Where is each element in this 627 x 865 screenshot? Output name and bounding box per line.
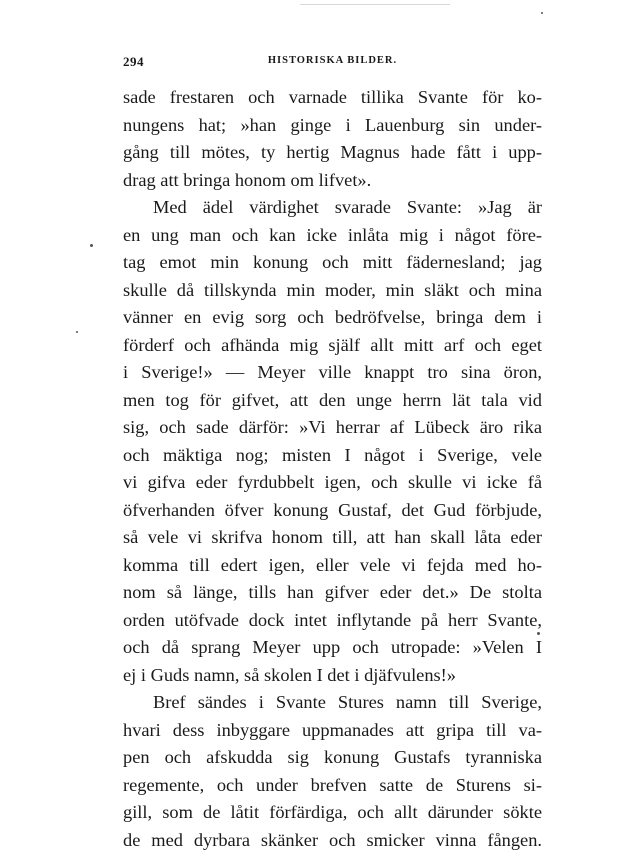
top-edge-mark (300, 0, 450, 5)
text-line: vänner en evig sorg och bedröfvelse, bringa dem i (123, 307, 542, 327)
text-line: tag emot min konung och mitt fädernesland; jag (123, 252, 542, 272)
text-line: pen och afskudda sig konung Gustafs tyranniska (123, 747, 542, 767)
text-line: men tog för gifvet, att den unge herrn lät tala vid (123, 389, 542, 410)
text-line: nom så länge, tills han gifver eder det.» De stolta (123, 582, 542, 602)
page-number: 294 (123, 54, 144, 69)
text-line: skulle då tillskynda min moder, min släkt och mina (123, 279, 542, 300)
text-line: och mäktiga nog; misten I något i Sverige, vele (123, 444, 542, 465)
scan-speck (537, 632, 540, 635)
text-line: öfverhanden öfver konung Gustaf, det Gud förbjude, (123, 499, 542, 520)
text-line: gill, som de låtit förfärdiga, och allt därunder sökte (123, 802, 542, 822)
text-line: Bref sändes i Svante Stures namn till Sverige, (153, 692, 542, 712)
text-body (123, 84, 542, 854)
text-line: Med ädel värdighet svarade Svante: »Jag är (153, 197, 542, 217)
running-head: HISTORISKA BILDER. (267, 55, 398, 66)
text-line: regemente, och under brefven satte de Sturens si- (123, 774, 542, 795)
text-line: så vele vi skrifva honom till, att han skall låta eder (123, 527, 542, 547)
text-line: i Sverige!» — Meyer ville knappt tro sina öron, (123, 362, 542, 382)
text-line: gång till mötes, ty hertig Magnus hade fått i upp- (123, 142, 542, 162)
text-line: nungens hat; »han ginge i Lauenburg sin under- (123, 114, 542, 135)
text-line: hvari dess inbyggare uppmanades att gripa till va- (123, 719, 542, 740)
scan-speck (76, 331, 78, 333)
text-line: orden utöfvade dock intet inflytande på herr Svante, (123, 609, 542, 630)
text-line: sade frestaren och varnade tillika Svante för ko- (123, 87, 542, 107)
text-line: en ung man och kan icke inlåta mig i något före- (123, 224, 542, 245)
text-line: vi gifva eder fyrdubbelt igen, och skulle vi icke få (123, 472, 542, 492)
text-line: sig, och sade därför: »Vi herrar af Lübeck äro rika (123, 417, 542, 437)
text-line: ej i Guds namn, så skolen I det i djäfvulens!» (123, 664, 457, 685)
text-line: drag att bringa honom om lifvet». (123, 169, 372, 190)
scan-speck (541, 12, 543, 14)
text-line: de med dyrbara skänker och smicker vinna fången. (123, 829, 542, 850)
page-header (123, 54, 542, 72)
scan-speck (90, 244, 93, 247)
text-line: förderf och afhända mig själf allt mitt arf och eget (123, 334, 542, 355)
text-line: komma till edert igen, eller vele vi fejda med ho- (123, 554, 542, 575)
text-line: och då sprang Meyer upp och utropade: »Velen I (123, 637, 542, 657)
